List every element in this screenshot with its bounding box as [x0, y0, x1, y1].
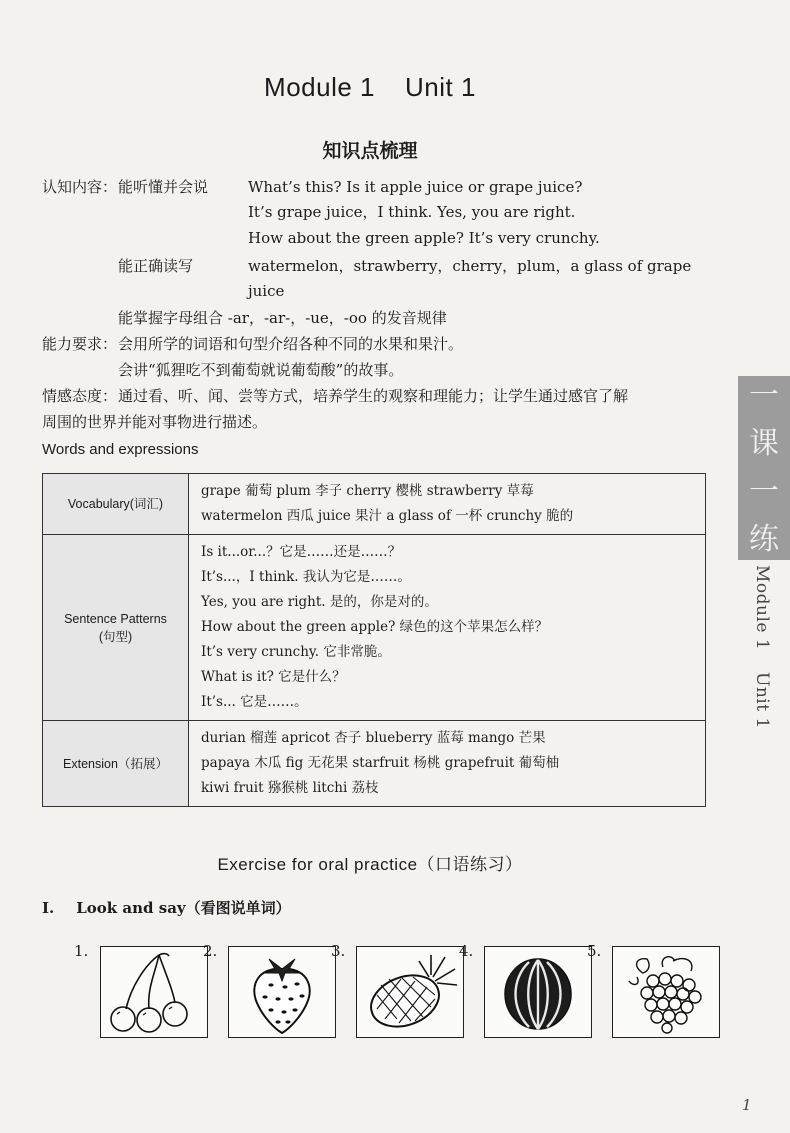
objective-sub-phonics: 能掌握字母组合 -ar，-ar-，-ue，-oo 的发音规律	[118, 309, 447, 327]
picture-box	[612, 946, 720, 1038]
table-line: Is it...or...？它是……还是……？	[201, 544, 402, 560]
table-line: papaya 木瓜 fig 无花果 starfruit 杨桃 grapefruit 葡萄柚	[201, 755, 560, 771]
table-line: Yes, you are right. 是的，你是对的。	[201, 594, 438, 610]
objective-sub-listen-speak: 能听懂并会说	[118, 178, 209, 196]
table-line: What is it? 它是什么？	[201, 669, 346, 685]
section-subtitle: 知识点梳理	[322, 140, 418, 162]
side-tab-band	[738, 376, 790, 560]
side-tab-module: Module 1	[752, 565, 772, 651]
side-tab-label	[752, 565, 772, 729]
objective-label-ability: 能力要求：	[42, 335, 118, 353]
table-line: It’s...，I think. 我认为它是……。	[201, 569, 411, 585]
task-number: I.	[42, 899, 55, 917]
objective-line: watermelon，strawberry，cherry，plum，a glass of grape juice	[248, 257, 692, 300]
table-line: It’s very crunchy. 它非常脆。	[201, 644, 391, 660]
exercise-title: Exercise for oral practice（口语练习）	[217, 855, 523, 874]
table-row	[43, 474, 706, 535]
objective-sub-read-write: 能正确读写	[118, 257, 194, 275]
vocabulary-label: Vocabulary(词汇)	[43, 474, 189, 535]
objective-label-attitude: 情感态度：	[42, 387, 118, 405]
picture-box	[100, 946, 208, 1038]
objective-line: What’s this? Is it apple juice or grape juice?	[248, 178, 583, 196]
table-line: How about the green apple? 绿色的这个苹果怎么样？	[201, 619, 549, 635]
table-line: kiwi fruit 猕猴桃 litchi 荔枝	[201, 780, 379, 796]
picture-number: 1.	[74, 942, 89, 960]
words-section-heading: Words and expressions	[42, 441, 199, 458]
picture-number: 3.	[331, 942, 346, 960]
objective-line: It’s grape juice，I think. Yes, you are right.	[248, 203, 576, 221]
side-tab-char: 一	[749, 378, 779, 413]
objective-line: 会讲“狐狸吃不到葡萄就说葡萄酸”的故事。	[118, 361, 404, 379]
table-line: grape 葡萄 plum 李子 cherry 樱桃 strawberry 草莓	[201, 483, 534, 499]
page-number: 1	[742, 1096, 752, 1114]
picture-box	[356, 946, 464, 1038]
unit-title: Unit 1	[405, 72, 476, 102]
objective-line: 通过看、听、闻、尝等方式，培养学生的观察和理能力；让学生通过感官了解	[118, 387, 629, 405]
picture-number: 4.	[459, 942, 474, 960]
picture-box	[228, 946, 336, 1038]
extension-label: Extension（拓展）	[43, 721, 189, 807]
strawberry-icon	[229, 947, 335, 1037]
table-line: It’s... 它是……。	[201, 694, 308, 710]
sentence-patterns-label	[43, 535, 189, 721]
table-line: durian 榴莲 apricot 杏子 blueberry 蓝莓 mango 芒果	[201, 730, 546, 746]
page-title	[0, 72, 740, 103]
side-tab-char: 练	[749, 522, 779, 557]
grapes-icon	[613, 947, 719, 1037]
module-title: Module 1	[264, 72, 376, 102]
objective-line: 周围的世界并能对事物进行描述。	[42, 413, 268, 431]
table-row	[43, 535, 706, 721]
table-row	[43, 721, 706, 807]
table-line: watermelon 西瓜 juice 果汁 a glass of 一杯 crunchy 脆的	[201, 508, 574, 524]
pineapple-icon	[357, 947, 463, 1037]
cherries-icon	[101, 947, 207, 1037]
label-line: Sentence Patterns	[64, 611, 167, 626]
picture-number: 2.	[203, 942, 218, 960]
side-tab-unit: Unit 1	[752, 672, 772, 729]
watermelon-icon	[485, 947, 591, 1037]
side-tab-char: 课	[749, 426, 779, 461]
objective-label-cognitive: 认知内容：	[42, 178, 118, 196]
sentence-patterns-cell	[189, 535, 706, 721]
picture-number: 5.	[587, 942, 602, 960]
task-heading	[42, 897, 291, 918]
extension-cell	[189, 721, 706, 807]
side-tab-char: 一	[749, 474, 779, 509]
label-line: (句型)	[98, 629, 133, 644]
objective-line: How about the green apple? It’s very crunchy.	[248, 229, 600, 247]
picture-box	[484, 946, 592, 1038]
vocabulary-cell	[189, 474, 706, 535]
objective-line: 会用所学的词语和句型介绍各种不同的水果和果汁。	[118, 335, 464, 353]
words-table	[42, 473, 706, 807]
task-title: Look and say（看图说单词）	[76, 899, 291, 917]
